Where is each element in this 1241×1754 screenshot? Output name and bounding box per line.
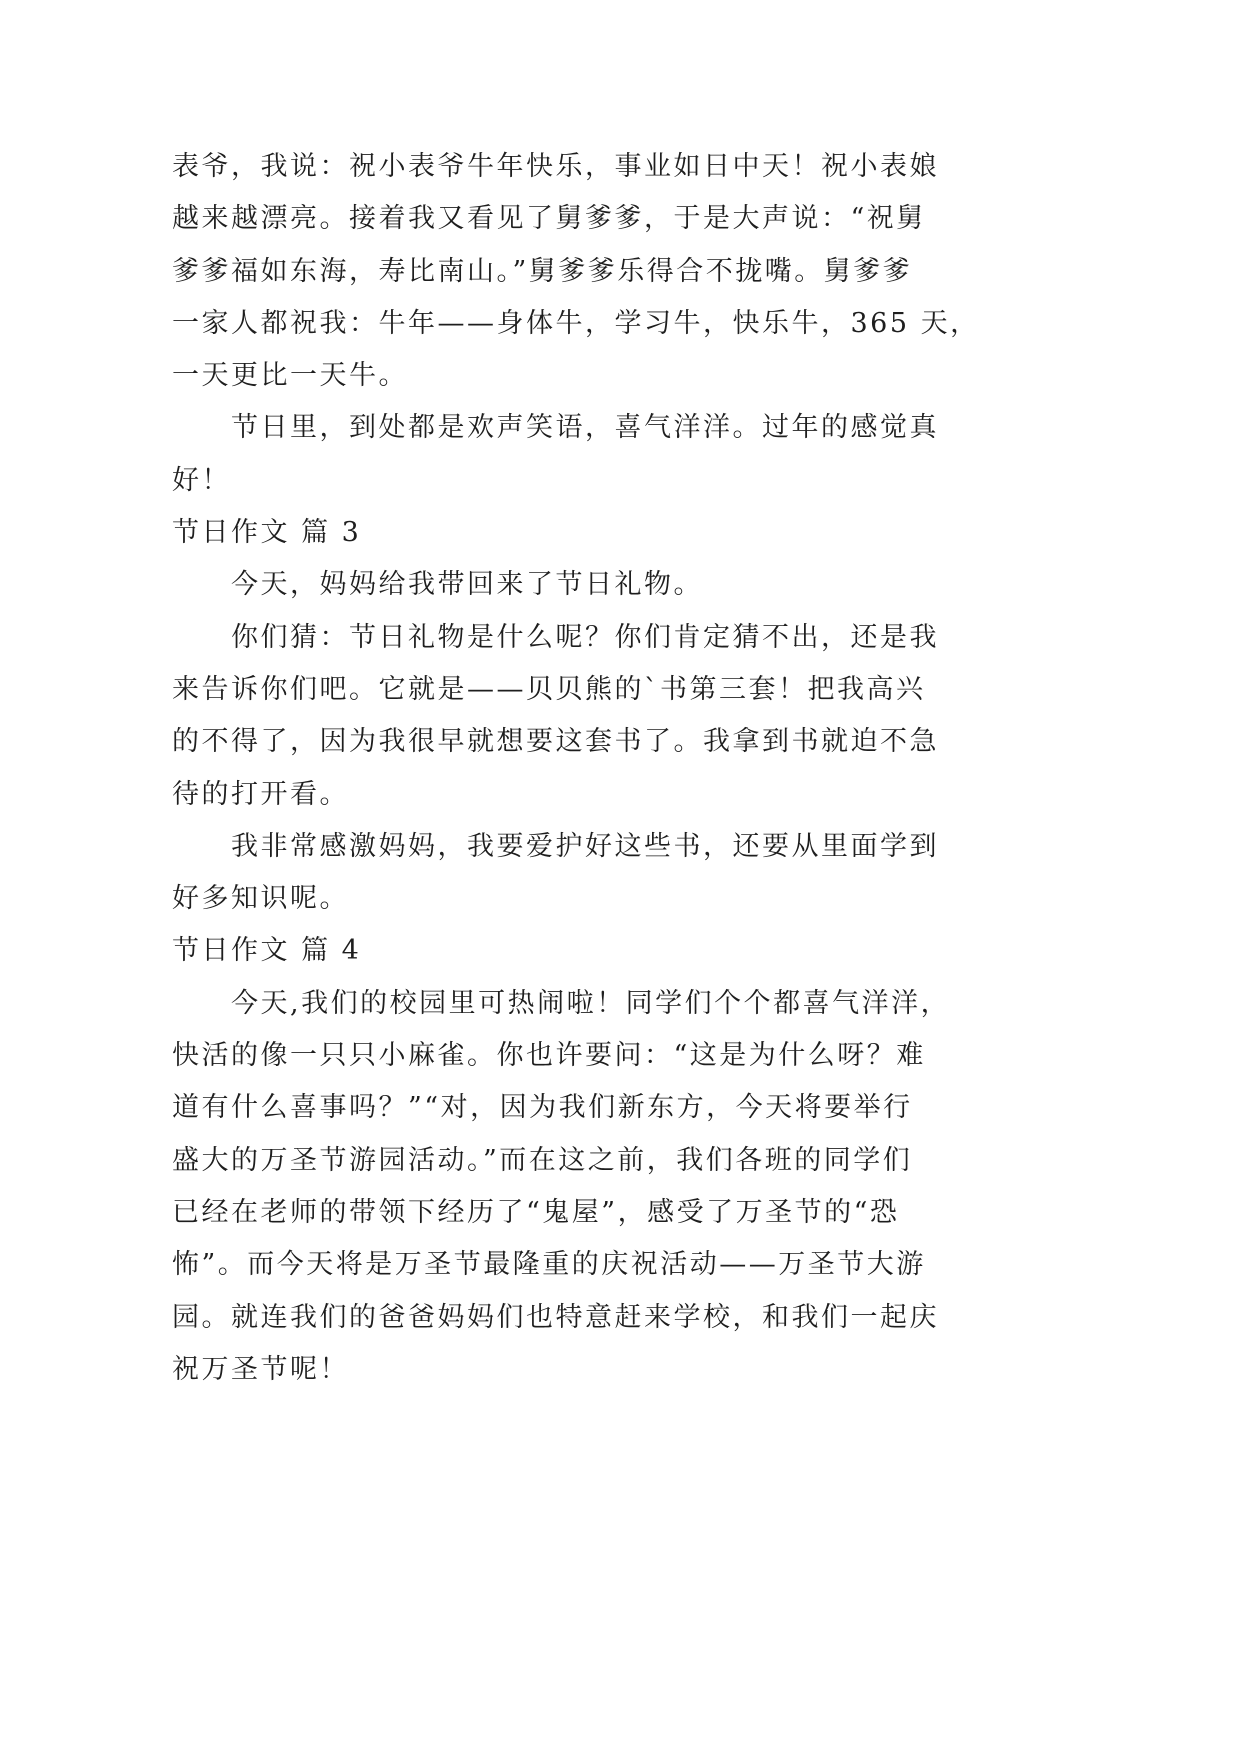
text-line: 盛大的万圣节游园活动。”而在这之前，我们各班的同学们 — [172, 1144, 913, 1176]
text-line: 祝万圣节呢！ — [172, 1353, 349, 1385]
text-line: 今天，妈妈给我带回来了节日礼物。 — [231, 569, 703, 601]
section-heading: 节日作文 篇 3 — [172, 517, 362, 549]
text-line: 我非常感激妈妈，我要爱护好这些书，还要从里面学到 — [231, 830, 939, 862]
text-line: 好！ — [172, 464, 231, 496]
paragraph — [172, 559, 992, 611]
text-line: 一家人都祝我：牛年——身体牛，学习牛，快乐牛，365 天， — [172, 307, 980, 339]
text-line: 一天更比一天牛。 — [172, 360, 408, 392]
text-line: 节日里，到处都是欢声笑语，喜气洋洋。过年的感觉真 — [231, 412, 939, 444]
text-line: 今天,我们的校园里可热闹啦！同学们个个都喜气洋洋， — [231, 987, 951, 1019]
text-line: 道有什么喜事吗？”“对，因为我们新东方，今天将要举行 — [172, 1092, 913, 1124]
text-line: 来告诉你们吧。它就是——贝贝熊的`书第三套！把我高兴 — [172, 673, 926, 705]
text-line: 表爷，我说：祝小表爷牛年快乐，事业如日中天！祝小表娘 — [172, 151, 939, 182]
text-line: 好多知识呢。 — [172, 883, 349, 915]
text-line: 园。就连我们的爸爸妈妈们也特意赶来学校，和我们一起庆 — [172, 1301, 939, 1333]
paragraph — [172, 821, 992, 926]
text-line: 怖”。而今天将是万圣节最隆重的庆祝活动——万圣节大游 — [172, 1249, 926, 1281]
text-line: 越来越漂亮。接着我又看见了舅爹爹，于是大声说：“祝舅 — [172, 203, 926, 235]
document-body — [172, 141, 992, 1396]
section-heading: 节日作文 篇 4 — [172, 935, 362, 967]
essay-section — [172, 507, 992, 925]
text-line: 快活的像一只只小麻雀。你也许要问：“这是为什么呀？难 — [172, 1040, 926, 1072]
text-line: 你们猜：节日礼物是什么呢？你们肯定猜不出，还是我 — [231, 621, 939, 653]
paragraph — [172, 978, 992, 1396]
paragraph — [172, 141, 992, 402]
paragraph — [172, 612, 992, 821]
text-line: 已经在老师的带领下经历了“鬼屋”，感受了万圣节的“恐 — [172, 1196, 900, 1228]
text-line: 爹爹福如东海，寿比南山。”舅爹爹乐得合不拢嘴。舅爹爹 — [172, 255, 913, 287]
paragraph — [172, 402, 992, 507]
text-line: 待的打开看。 — [172, 778, 349, 810]
text-line: 的不得了，因为我很早就想要这套书了。我拿到书就迫不急 — [172, 726, 939, 758]
essay-section — [172, 925, 992, 1396]
